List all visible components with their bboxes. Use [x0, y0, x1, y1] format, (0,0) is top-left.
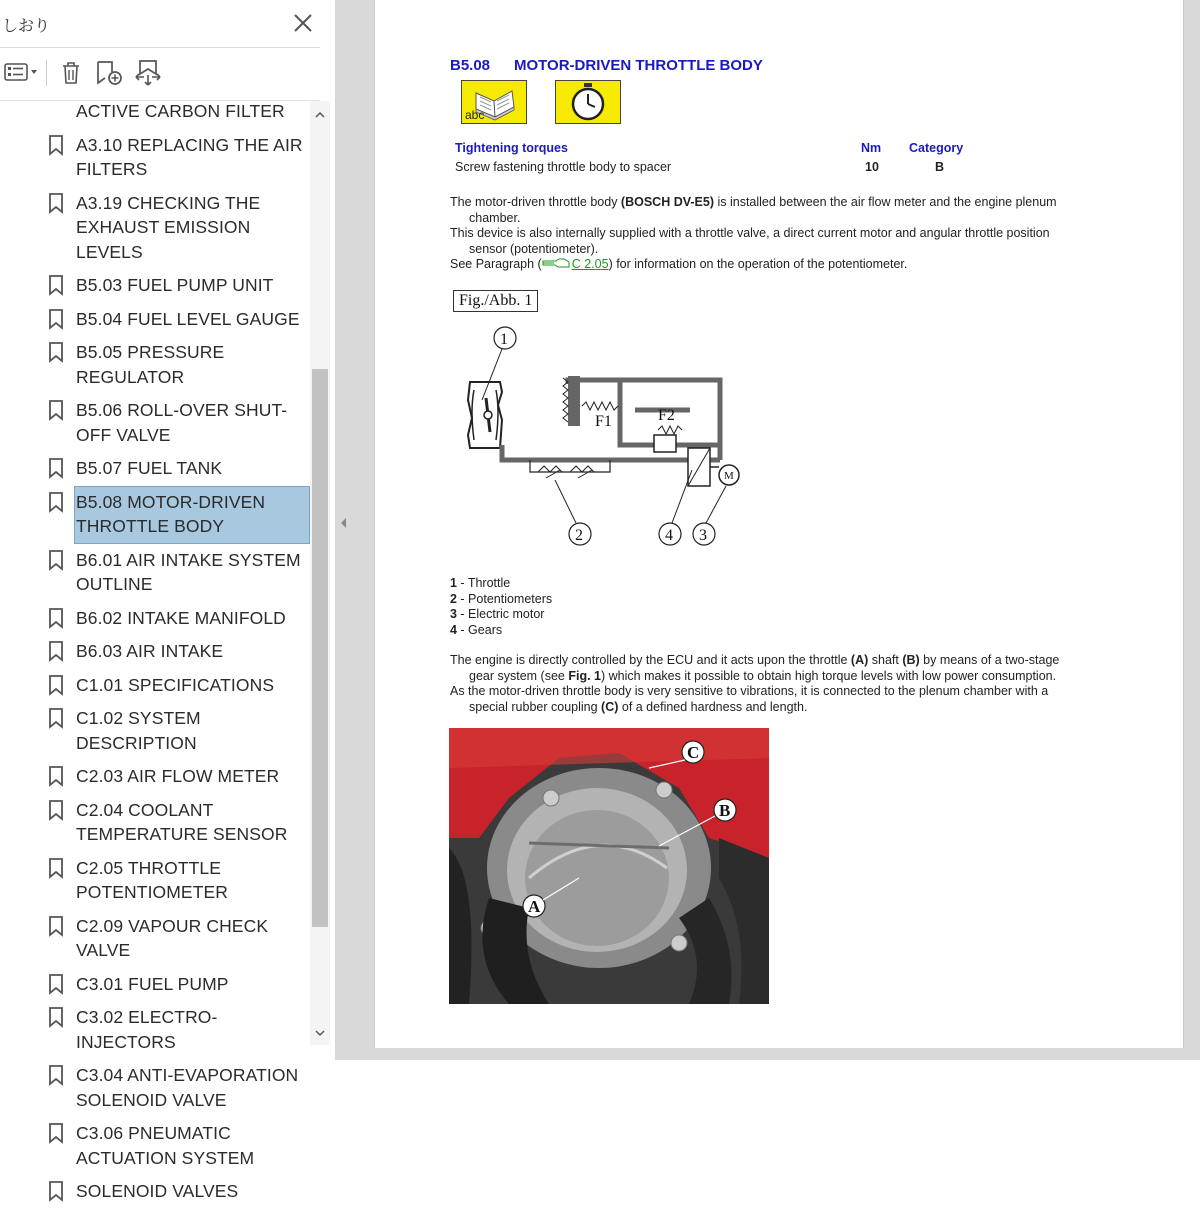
callout-2: 2 [575, 527, 583, 544]
diagram-f1: F1 [595, 413, 612, 430]
table-row [455, 160, 995, 179]
bookmark-item[interactable] [0, 486, 310, 544]
callout-1: 1 [500, 331, 508, 348]
text-bold: (A) [850, 653, 869, 667]
table-cell-label: Screw fastening throttle body to spacer [455, 160, 672, 174]
text: of a defined hardness and length. [618, 699, 808, 714]
text: As the motor-driven throttle body is very sensitive to vibrations, it is connected to the plenum chamber with a [450, 684, 1049, 698]
book-icon-text: abc [465, 108, 485, 122]
bookmark-item[interactable] [0, 910, 310, 968]
throttle-diagram [460, 320, 780, 555]
bookmark-icon [48, 492, 64, 512]
bookmark-label: C3.02 ELECTRO-INJECTORS [76, 1007, 218, 1052]
bookmarks-toolbar [0, 50, 320, 96]
text: The engine is directly controlled by the ECU and it acts upon the throttle [450, 653, 851, 667]
bookmark-icon [48, 641, 64, 661]
bookmark-label: B5.05 PRESSURE REGULATOR [76, 342, 225, 387]
bookmark-label: B6.03 AIR INTAKE [76, 641, 224, 661]
legend-number: 3 [450, 607, 457, 621]
panel-splitter[interactable] [336, 0, 374, 1060]
bookmark-icon [48, 1181, 64, 1201]
bookmark-item[interactable] [0, 1117, 310, 1175]
text: sensor (potentiometer). [469, 241, 599, 256]
bookmark-label: C1.02 SYSTEM DESCRIPTION [76, 708, 201, 753]
document-background [336, 1048, 1200, 1060]
scrollbar-thumb[interactable] [312, 369, 328, 927]
photo-label-c: C [687, 743, 700, 762]
legend-text: - Throttle [456, 576, 511, 590]
text: special rubber coupling [469, 699, 602, 714]
legend-text: - Potentiometers [456, 591, 553, 606]
bookmark-icon [48, 342, 64, 362]
delete-bookmark-icon[interactable] [58, 58, 84, 86]
bookmark-icon [48, 135, 64, 155]
text-bold: (B) [902, 653, 920, 667]
photo-label-a: A [528, 897, 541, 916]
table-cell-category: B [935, 160, 945, 174]
bookmark-label: A3.19 CHECKING THE EXHAUST EMISSION LEVELS [76, 192, 261, 262]
bookmark-item[interactable] [0, 602, 310, 636]
bookmark-icon [48, 275, 64, 295]
bookmark-label: C3.01 FUEL PUMP [76, 973, 229, 994]
bookmarks-scrollbar[interactable] [310, 101, 330, 1045]
table-header-nm: Nm [861, 141, 882, 155]
bookmark-label: C3.04 ANTI-EVAPORATION SOLENOID VALVE [76, 1065, 299, 1110]
bookmark-item[interactable] [0, 760, 310, 794]
bookmark-label: C2.09 VAPOUR CHECK VALVE [76, 915, 269, 960]
bookmark-label: B5.07 FUEL TANK [76, 458, 223, 478]
text: ) for information on the operation of the potentiometer. [608, 257, 908, 271]
collapse-panel-icon[interactable] [338, 516, 348, 530]
bookmark-item[interactable] [0, 1175, 310, 1209]
legend-item [450, 623, 552, 639]
document-background [1184, 0, 1200, 1060]
bookmark-list [0, 95, 310, 1209]
bookmark-icon [48, 1065, 64, 1085]
text: This device is also internally supplied with a throttle valve, a direct current motor and angular throttle position [450, 226, 1050, 240]
bookmark-item[interactable] [0, 1059, 310, 1117]
bookmark-icon [48, 193, 64, 213]
bookmark-item[interactable] [0, 394, 310, 452]
bookmark-item[interactable] [0, 187, 310, 270]
bookmark-icon [48, 800, 64, 820]
table-header-row [455, 141, 995, 160]
bookmark-icon [48, 916, 64, 936]
bookmark-icon [48, 766, 64, 786]
diagram-motor: M [724, 470, 734, 482]
section-heading [450, 57, 763, 74]
bookmark-label: B6.01 AIR INTAKE SYSTEM OUTLINE [76, 549, 301, 594]
bookmark-icon [48, 858, 64, 878]
legend-item [450, 607, 552, 623]
scroll-down-icon[interactable] [310, 1025, 330, 1041]
text: gear system (see [469, 668, 569, 683]
pointing-hand-icon [542, 258, 572, 269]
legend-text: - Gears [456, 622, 503, 637]
legend-text: - Electric motor [456, 607, 545, 621]
scroll-up-icon[interactable] [310, 107, 330, 123]
bookmark-icon [48, 608, 64, 628]
legend-item [450, 576, 552, 592]
bookmark-icon [48, 675, 64, 695]
bookmark-item[interactable] [0, 794, 310, 852]
text-bold: (BOSCH DV-E5) [620, 195, 714, 209]
text-bold: (C) [601, 699, 619, 714]
bookmark-item[interactable] [0, 544, 310, 602]
expand-bookmark-icon[interactable] [132, 58, 164, 86]
legend-number: 4 [450, 622, 457, 637]
section-title: MOTOR-DRIVEN THROTTLE BODY [514, 57, 763, 74]
bookmark-item[interactable] [0, 852, 310, 910]
close-icon[interactable] [290, 10, 316, 36]
callout-4: 4 [665, 527, 673, 544]
table-cell-nm: 10 [865, 160, 879, 174]
table-header-category: Category [909, 141, 964, 155]
torque-table [455, 141, 995, 179]
callout-3: 3 [699, 527, 707, 544]
text-bold: Fig. 1 [568, 668, 601, 683]
text: See Paragraph ( [450, 257, 542, 271]
throttle-body-photo [449, 728, 769, 1004]
legend-item [450, 592, 552, 608]
bookmark-icon [48, 974, 64, 994]
bookmark-label: B5.08 MOTOR-DRIVEN THROTTLE BODY [74, 486, 310, 544]
bookmark-item[interactable] [0, 129, 310, 187]
bookmark-item[interactable] [0, 702, 310, 760]
bookmark-label: C1.01 SPECIFICATIONS [76, 674, 275, 695]
diagram-f2: F2 [658, 407, 675, 424]
bookmark-item[interactable] [0, 303, 310, 337]
bookmark-label: B5.03 FUEL PUMP UNIT [76, 275, 274, 295]
section-code: B5.08 [450, 57, 491, 74]
bookmarks-panel [0, 0, 336, 1201]
bookmarks-header [0, 0, 336, 48]
figure-label: Fig./Abb. 1 [453, 290, 538, 312]
bookmark-label: B6.02 INTAKE MANIFOLD [76, 607, 286, 628]
bookmark-item[interactable] [0, 452, 310, 486]
paragraph-operation [450, 653, 1100, 715]
bookmark-item[interactable] [0, 968, 310, 1002]
book-icon [461, 80, 527, 124]
table-header-label: Tightening torques [455, 141, 568, 155]
text: ) which makes it possible to obtain high torque levels with low power consumption. [601, 668, 1057, 683]
bookmark-icon [48, 708, 64, 728]
text: shaft [868, 653, 903, 667]
bookmark-label: C3.06 PNEUMATIC ACTUATION SYSTEM [76, 1123, 255, 1168]
bookmark-icon [48, 1007, 64, 1027]
bookmark-item[interactable] [0, 95, 310, 129]
bookmark-label: A3.10 REPLACING THE AIR FILTERS [76, 134, 303, 179]
bookmark-label: C2.04 COOLANT TEMPERATURE SENSOR [76, 799, 288, 844]
bookmark-label: ACTIVE CARBON FILTER [76, 101, 285, 121]
bookmark-tree[interactable] [0, 101, 310, 1201]
text: by means of a two-stage [919, 653, 1060, 667]
bookmark-item[interactable] [0, 635, 310, 669]
new-bookmark-icon[interactable] [94, 58, 126, 86]
bookmark-label: B5.06 ROLL-OVER SHUT-OFF VALVE [76, 400, 288, 445]
bookmark-icon [48, 1123, 64, 1143]
stopwatch-icon [555, 80, 621, 124]
photo-label-b: B [719, 801, 731, 820]
bookmark-icon [48, 550, 64, 570]
document-page [374, 0, 1184, 1048]
bookmark-icon [48, 458, 64, 478]
bookmark-label: C2.05 THROTTLE POTENTIOMETER [76, 857, 228, 902]
bookmark-icon [48, 309, 64, 329]
bookmark-item[interactable] [0, 336, 310, 394]
bookmark-item[interactable] [0, 669, 310, 703]
bookmark-label: SOLENOID VALVES [76, 1181, 239, 1201]
text: The motor-driven throttle body [450, 195, 621, 209]
bookmarks-title: しおり [2, 18, 51, 35]
figure-legend [450, 576, 552, 638]
bookmark-item[interactable] [0, 1001, 310, 1059]
legend-number: 2 [450, 591, 457, 606]
text: is installed between the air flow meter and the engine plenum [714, 195, 1057, 209]
bookmark-item[interactable] [0, 269, 310, 303]
paragraph-description [450, 195, 1100, 273]
text: chamber. [469, 210, 521, 225]
bookmark-label: C2.03 AIR FLOW METER [76, 766, 280, 786]
toolbar-separator [46, 60, 47, 86]
paragraph-link[interactable]: C 2.05 [571, 257, 609, 271]
bookmark-icon [48, 400, 64, 420]
legend-number: 1 [450, 576, 457, 590]
options-menu-icon[interactable] [4, 58, 40, 86]
bookmark-label: B5.04 FUEL LEVEL GAUGE [76, 308, 300, 329]
divider [0, 47, 320, 48]
